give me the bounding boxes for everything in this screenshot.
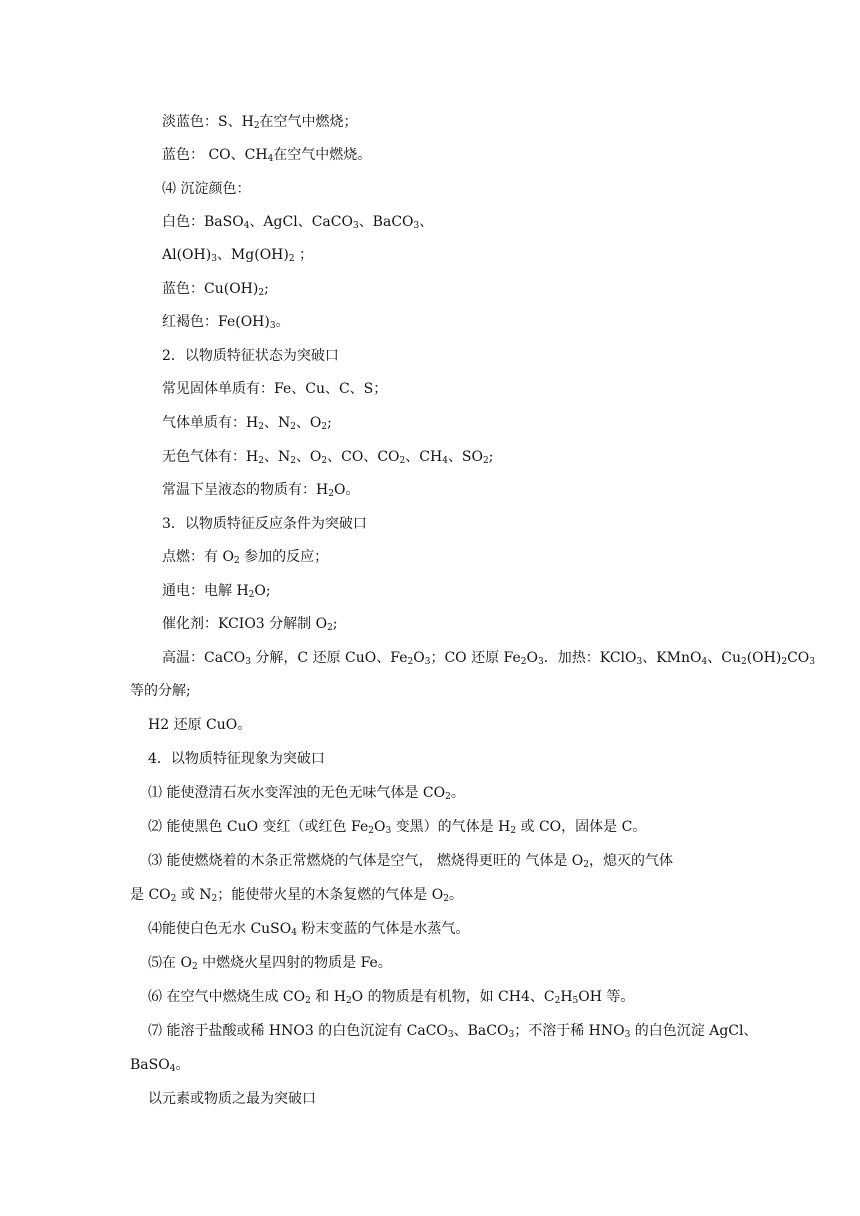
line-text: 。 xyxy=(448,887,463,903)
line-text: ．加热：KClO xyxy=(543,650,637,666)
line-text: 蓝色： CO、CH xyxy=(162,147,268,163)
subscript-text: 3 xyxy=(809,657,816,667)
line-text: ; xyxy=(264,281,269,297)
text-line xyxy=(162,379,387,399)
line-text: 、SO xyxy=(447,449,484,465)
subscript-text: 2 xyxy=(248,590,255,600)
line-text: 在空气中燃烧； xyxy=(259,114,358,130)
text-line xyxy=(148,987,634,1007)
text-line xyxy=(162,312,290,332)
line-text: 、N xyxy=(263,449,291,465)
line-text: 淡蓝色：S、H xyxy=(162,114,254,130)
subscript-text: 2 xyxy=(368,826,374,836)
line-text: 。 xyxy=(175,1057,190,1073)
line-text: 在空气中燃烧。 xyxy=(273,147,372,163)
text-line xyxy=(148,783,465,803)
line-text: 中燃烧火星四射的物质是 Fe。 xyxy=(197,955,392,971)
subscript-text: 3 xyxy=(352,221,359,231)
subscript-text: 2 xyxy=(258,456,264,466)
line-text: 参加的反应； xyxy=(239,549,329,565)
subscript-text: 2 xyxy=(321,456,328,466)
subscript-text: 3 xyxy=(447,1030,454,1040)
subscript-text: 2 xyxy=(781,657,788,667)
subscript-text: 2 xyxy=(288,254,295,264)
section-heading xyxy=(162,514,367,534)
line-text: ；能使带火星的木条复燃的气体是 O xyxy=(217,887,444,903)
text-line xyxy=(130,681,191,701)
line-text: 、BaCO xyxy=(453,1023,509,1039)
subscript-text: 4 xyxy=(291,928,297,938)
line-text: O 的物质是有机物，如 CH4、C xyxy=(351,989,555,1005)
subscript-text: 3 xyxy=(211,254,217,264)
subscript-text: 2 xyxy=(305,996,311,1006)
line-text: O xyxy=(526,650,538,666)
line-text: 催化剂：KCIO3 分解制 O xyxy=(162,616,328,632)
line-text: 和 H xyxy=(310,989,346,1005)
line-text: 、 xyxy=(419,214,434,230)
line-text: 常见固体单质有：Fe、Cu、C、S； xyxy=(162,381,388,397)
text-line xyxy=(130,1055,189,1075)
subscript-text: 2 xyxy=(554,996,561,1006)
line-text: 气体单质有：H xyxy=(162,415,259,431)
line-text: 、O xyxy=(295,415,322,431)
subscript-text: 4 xyxy=(169,1064,176,1074)
line-text: 以元素或物质之最为突破口 xyxy=(148,1091,316,1107)
text-line xyxy=(162,447,493,467)
section-heading xyxy=(162,346,339,366)
line-text: 、AgCl、CaCO xyxy=(249,214,353,230)
line-text: 3．以物质特征反应条件为突破口 xyxy=(162,516,367,532)
line-text: 等的分解; xyxy=(130,683,191,699)
line-text: ⑷能使白色无水 CuSO xyxy=(148,921,292,937)
text-line xyxy=(162,413,332,433)
subscript-text: 4 xyxy=(267,154,274,164)
line-text: O xyxy=(413,650,425,666)
text-line xyxy=(148,851,673,871)
subscript-text: 2 xyxy=(258,288,265,298)
line-text: 、N xyxy=(263,415,291,431)
subscript-text: 2 xyxy=(407,657,414,667)
line-text: 、BaCO xyxy=(358,214,414,230)
subscript-text: 3 xyxy=(624,1030,631,1040)
subscript-text: 3 xyxy=(413,221,420,231)
line-text: ; xyxy=(332,616,338,632)
line-text: O。 xyxy=(333,482,360,498)
subscript-text: 3 xyxy=(245,657,251,667)
line-text: 通电：电解 H xyxy=(162,583,249,599)
line-text: (OH) xyxy=(746,650,782,666)
line-text: 、O xyxy=(295,449,322,465)
line-text: 、Cu xyxy=(707,650,741,666)
text-line xyxy=(162,547,328,567)
line-text: 或 CO，固体是 C。 xyxy=(516,819,647,835)
subscript-text: 2 xyxy=(445,792,451,802)
subscript-text: 2 xyxy=(211,894,218,904)
line-text: 的白色沉淀 AgCl、 xyxy=(630,1023,758,1039)
line-text: ⑷ 沉淀颜色： xyxy=(162,181,251,197)
subscript-text: 2 xyxy=(443,894,449,904)
text-line xyxy=(162,614,338,634)
line-text: ⑹ 在空气中燃烧生成 CO xyxy=(148,989,306,1005)
line-text: O; xyxy=(254,583,271,599)
line-text: BaSO xyxy=(130,1057,170,1073)
text-line xyxy=(130,885,463,905)
text-line xyxy=(162,480,359,500)
subscript-text: 2 xyxy=(327,623,333,633)
subscript-text: 3 xyxy=(385,826,392,836)
line-text: 、Mg(OH) xyxy=(216,247,289,263)
line-text: 无色气体有：H xyxy=(162,449,259,465)
subscript-text: 2 xyxy=(258,422,264,432)
subscript-text: 3 xyxy=(636,657,643,667)
subscript-text: 5 xyxy=(572,996,579,1006)
line-text: ⑵ 能使黑色 CuO 变红（或红色 Fe xyxy=(148,819,369,835)
subscript-text: 2 xyxy=(483,456,489,466)
text-line xyxy=(148,817,646,837)
text-line xyxy=(162,245,313,265)
subscript-text: 2 xyxy=(170,894,177,904)
line-text: Al(OH) xyxy=(162,247,212,263)
subscript-text: 2 xyxy=(233,556,240,566)
text-line xyxy=(162,145,371,165)
line-text: ⑺ 能溶于盐酸或稀 HNO3 的白色沉淀有 CaCO xyxy=(148,1023,448,1039)
line-text: 。 xyxy=(450,785,465,801)
line-text: 、KMnO xyxy=(642,650,702,666)
text-line xyxy=(162,648,815,668)
subscript-text: 2 xyxy=(520,657,527,667)
subscript-text: 4 xyxy=(243,221,250,231)
line-text: 常温下呈液态的物质有：H xyxy=(162,482,329,498)
subscript-text: 2 xyxy=(328,489,334,499)
line-text: 粉末变蓝的气体是水蒸气。 xyxy=(296,921,470,937)
subscript-text: 2 xyxy=(321,422,328,432)
line-text: 变黑）的气体是 H xyxy=(391,819,511,835)
subscript-text: 2 xyxy=(740,657,747,667)
subscript-text: 2 xyxy=(191,962,198,972)
line-text: 、CO、CO xyxy=(327,449,400,465)
line-text: 、CH xyxy=(405,449,443,465)
section-heading xyxy=(148,749,325,769)
subscript-text: 2 xyxy=(345,996,352,1006)
line-text: ⑶ 能使燃烧着的木条正常燃烧的气体是空气， 燃烧得更旺的 气体是 O xyxy=(148,853,584,869)
subscript-text: 3 xyxy=(424,657,431,667)
text-line xyxy=(148,1021,758,1041)
line-text: 高温：CaCO xyxy=(162,650,246,666)
line-text: 红褐色：Fe(OH) xyxy=(162,314,270,330)
line-text: 蓝色：Cu(OH) xyxy=(162,281,259,297)
line-text: ；不溶于稀 HNO xyxy=(514,1023,625,1039)
subscript-text: 2 xyxy=(583,860,590,870)
line-text: ； xyxy=(294,247,314,263)
line-text: 4．以物质特征现象为突破口 xyxy=(148,751,325,767)
subscript-text: 2 xyxy=(510,826,517,836)
section-heading xyxy=(148,1089,316,1109)
text-line xyxy=(148,953,392,973)
subscript-text: 3 xyxy=(508,1030,515,1040)
subscript-text: 2 xyxy=(253,121,260,131)
text-line xyxy=(148,919,469,939)
subscript-text: 4 xyxy=(701,657,708,667)
text-line xyxy=(162,112,358,132)
line-text: 白色：BaSO xyxy=(162,214,244,230)
subscript-text: 2 xyxy=(290,456,296,466)
subscript-text: 2 xyxy=(399,456,406,466)
line-text: H xyxy=(560,989,573,1005)
line-text: ; xyxy=(327,415,332,431)
line-text: ; xyxy=(488,449,494,465)
text-line xyxy=(162,279,269,299)
text-line xyxy=(162,581,271,601)
line-text: OH 等。 xyxy=(578,989,635,1005)
line-text: 是 CO xyxy=(130,887,171,903)
line-text: 点燃：有 O xyxy=(162,549,234,565)
line-text: ⑸在 O xyxy=(148,955,192,971)
subscript-text: 4 xyxy=(442,456,448,466)
line-text: CO xyxy=(787,650,810,666)
line-text: 2．以物质特征状态为突破口 xyxy=(162,348,339,364)
subscript-text: 3 xyxy=(538,657,544,667)
line-text: 。 xyxy=(275,314,290,330)
text-line xyxy=(162,179,250,199)
line-text: 分解，C 还原 CuO、Fe xyxy=(250,650,408,666)
line-text: ；CO 还原 Fe xyxy=(430,650,521,666)
line-text: H2 还原 CuO。 xyxy=(148,717,252,733)
text-line xyxy=(162,212,433,232)
line-text: O xyxy=(373,819,386,835)
subscript-text: 2 xyxy=(290,422,296,432)
line-text: ⑴ 能使澄清石灰水变浑浊的无色无味气体是 CO xyxy=(148,785,446,801)
line-text: 或 N xyxy=(176,887,212,903)
text-line xyxy=(148,715,251,735)
subscript-text: 3 xyxy=(269,321,276,331)
line-text: ，熄灭的气体 xyxy=(589,853,674,869)
